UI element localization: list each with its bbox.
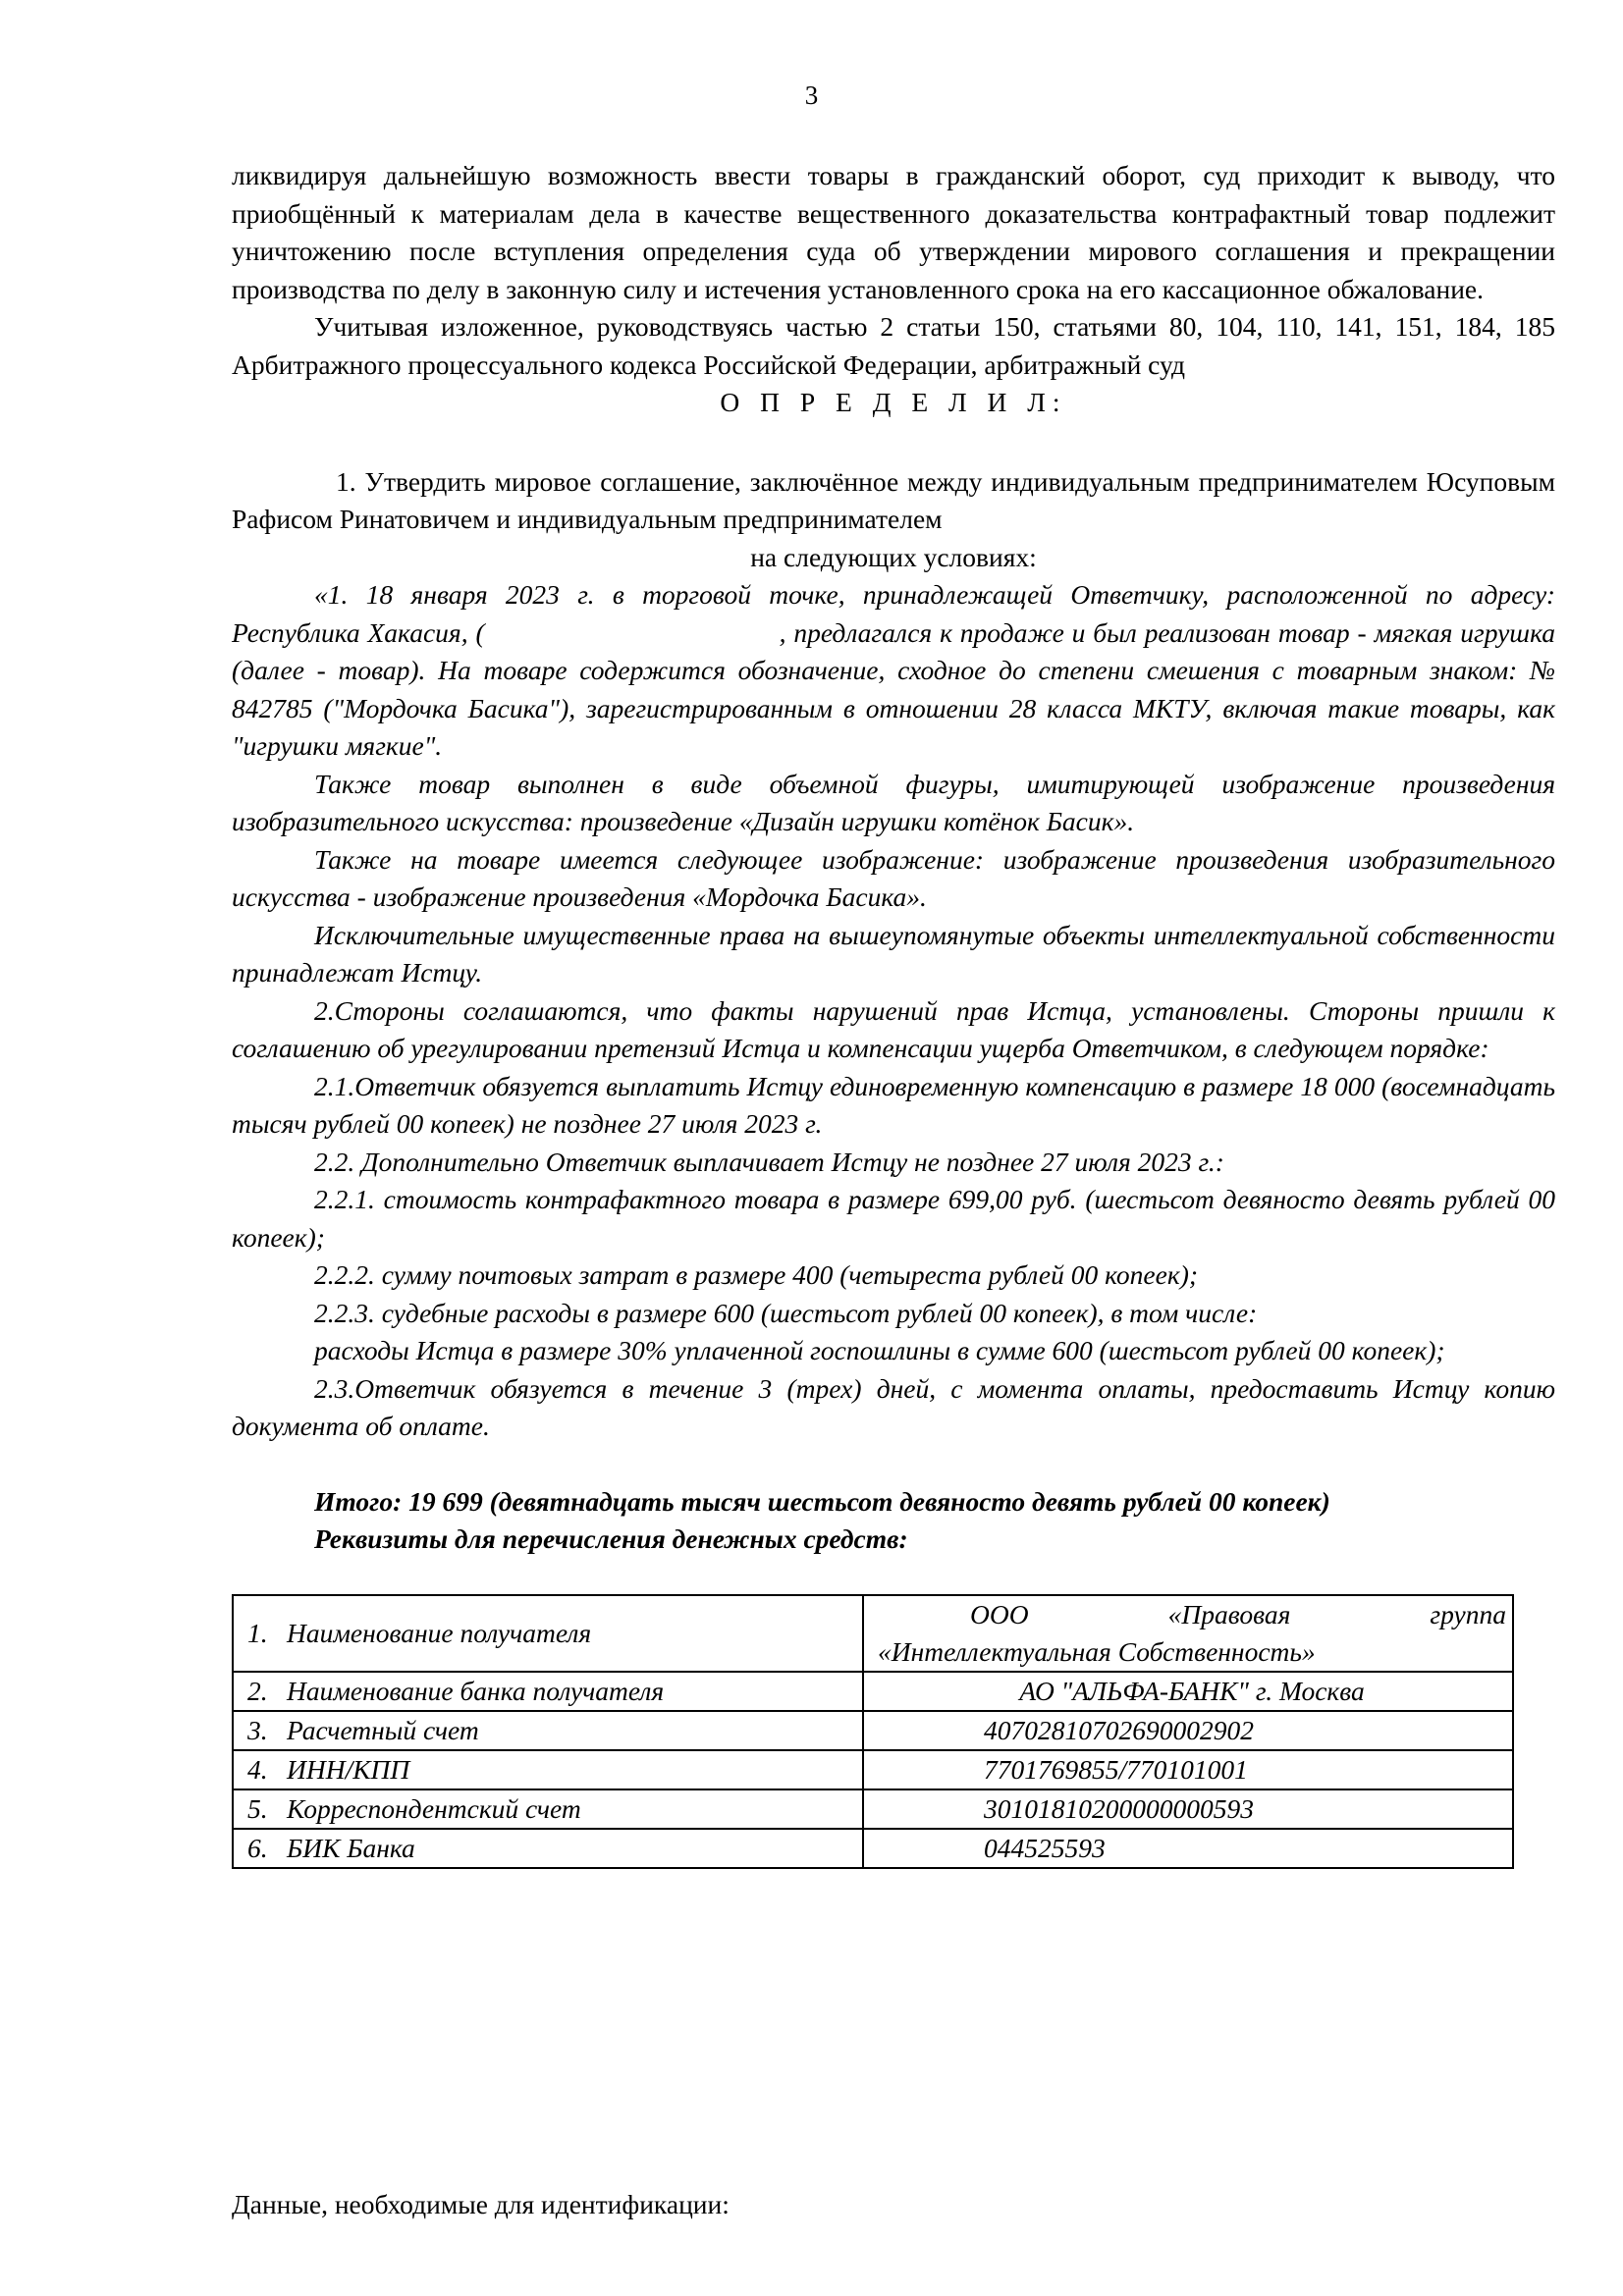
requisite-label (233, 1789, 863, 1829)
requisite-value (863, 1750, 1513, 1789)
agreement-clause-expenses: расходы Истца в размере 30% уплаченной госпошлины в сумме 600 (шестьсот рублей 00 копеек); (314, 1335, 1445, 1365)
requisite-value (863, 1595, 1513, 1672)
requisite-label (233, 1595, 863, 1672)
row-label: Наименование получателя (287, 1617, 592, 1648)
agreement-clause-2-2-1: 2.2.1. стоимость контрафактного товара в размере 699,00 руб. (шестьсот девяносто девять рублей 00 копеек); (232, 1184, 1555, 1253)
table-row (233, 1672, 1513, 1711)
requisites-heading: Реквизиты для перечисления денежных средств: (314, 1523, 908, 1554)
agreement-clause-figure: Также товар выполнен в виде объемной фигуры, имитирующей изображение произведения изобразительного искусства: произведение «Дизайн игрушки котёнок Басик». (232, 768, 1555, 836)
agreement-clause-2-3: 2.3.Ответчик обязуется в течение 3 (трех) дней, с момента оплаты, предоставить Истцу копию документа об оплате. (232, 1372, 1555, 1441)
table-row (233, 1829, 1513, 1868)
bik: 044525593 (984, 1832, 1106, 1863)
row-label: Расчетный счет (287, 1714, 479, 1745)
identification-label: Данные, необходимые для идентификации: (232, 2189, 730, 2219)
inn-kpp: 7701769855/770101001 (984, 1753, 1248, 1785)
agreement-clause-2-2-2: 2.2.2. сумму почтовых затрат в размере 400 (четыреста рублей 00 копеек); (314, 1259, 1199, 1290)
requisite-value (863, 1829, 1513, 1868)
requisite-value (863, 1711, 1513, 1750)
row-number: 6. (247, 1832, 268, 1863)
requisite-label (233, 1829, 863, 1868)
settlement-account: 40702810702690002902 (984, 1714, 1254, 1745)
agreement-clause-1 (232, 576, 1555, 766)
agreement-clause-rights: Исключительные имущественные права на вышеупомянутые объекты интеллектуальной собственности принадлежат Истцу. (232, 919, 1555, 988)
table-row (233, 1750, 1513, 1789)
requisites-table (232, 1594, 1514, 1869)
bank-name: АО "АЛЬФА-БАНК" г. Москва (1019, 1675, 1365, 1706)
paragraph-item-1-tail: на следующих условиях: (750, 541, 1037, 572)
page-number: 3 (804, 80, 819, 110)
agreement-clause-2-1: 2.1.Ответчик обязуется выплатить Истцу единовременную компенсацию в размере 18 000 (восемнадцать тысяч рублей 00 копеек) не позднее 27 июля 2023 г. (232, 1070, 1555, 1139)
table-row (233, 1789, 1513, 1829)
agreement-terms (232, 576, 1555, 1446)
requisite-value (863, 1789, 1513, 1829)
table-row (233, 1595, 1513, 1672)
row-label: ИНН/КПП (287, 1753, 410, 1785)
row-label: Корреспондентский счет (287, 1792, 581, 1824)
recipient-name-line-2: «Интеллектуальная Собственность» (878, 1635, 1316, 1667)
agreement-clause-2-2: 2.2. Дополнительно Ответчик выплачивает Истцу не позднее 27 июля 2023 г.: (314, 1146, 1224, 1177)
row-number: 4. (247, 1753, 268, 1785)
decision-heading: О П Р Е Д Е Л И Л: (720, 387, 1067, 417)
paragraph-intro: ликвидируя дальнейшую возможность ввести товары в гражданский оборот, суд приходит к выводу, что приобщённый к материалам дела в качестве вещественного доказательства контрафактный товар подлежит уничтожению после вступления определения суда об утверждении мирового соглашения и прекращении производства по делу в законную силу и истечения установленного срока на его кассационное обжалование. (232, 160, 1555, 304)
spacer (232, 422, 1555, 463)
spacer (232, 1446, 1555, 1483)
correspondent-account: 30101810200000000593 (984, 1792, 1254, 1824)
row-label: Наименование банка получателя (287, 1675, 665, 1706)
paragraph-considering: Учитывая изложенное, руководствуясь частью 2 статьи 150, статьями 80, 104, 110, 141, 151, 184, 185 Арбитражного процессуального кодекса Российской Федерации, арбитражный суд (232, 311, 1555, 380)
total-amount: Итого: 19 699 (девятнадцать тысяч шестьсот девяносто девять рублей 00 копеек) (314, 1485, 1330, 1517)
requisite-value (863, 1672, 1513, 1711)
clause-1-start: «1. 18 января 2023 г. в торговой точке, принадлежащей Ответчику, расположенной по адресу: Республика Хакасия, (232, 579, 1555, 648)
row-label: БИК Банка (287, 1832, 415, 1863)
row-number: 5. (247, 1792, 268, 1824)
agreement-clause-2-2-3: 2.2.3. судебные расходы в размере 600 (шестьсот рублей 00 копеек), в том числе: (314, 1297, 1258, 1328)
table-row (233, 1711, 1513, 1750)
row-number: 1. (247, 1617, 268, 1648)
requisite-label (233, 1711, 863, 1750)
recipient-name-line-1: ООО «Правовая группа (970, 1598, 1506, 1629)
agreement-clause-image: Также на товаре имеется следующее изображение: изображение произведения изобразительного искусства - изображение произведения «Мордочка Басика». (232, 843, 1555, 912)
clause-1-end: , предлагался к продаже и был реализован товар - мягкая игрушка (далее - товар). На товаре содержится обозначение, сходное до степени смешения с товарным знаком: № 842785 ("Мордочка Басика"), зарегистрированным в отношении 28 класса МКТУ, включая такие товары, как "игрушки мягкие". (232, 616, 1555, 761)
agreement-clause-2: 2.Стороны соглашаются, что факты нарушений прав Истца, установлены. Стороны пришли к соглашению об урегулировании претензий Истца и компенсации ущерба Ответчиком, в следующем порядке: (232, 994, 1555, 1063)
requisite-label (233, 1672, 863, 1711)
document-body (232, 157, 1555, 1869)
redaction-edge: ( (475, 616, 485, 648)
paragraph-item-1: 1. Утвердить мировое соглашение, заключённое между индивидуальным предпринимателем Юсуповым Рафисом Ринатовичем и индивидуальным предпринимателем (232, 465, 1555, 534)
row-number: 2. (247, 1675, 268, 1706)
requisite-label (233, 1750, 863, 1789)
row-number: 3. (247, 1714, 268, 1745)
